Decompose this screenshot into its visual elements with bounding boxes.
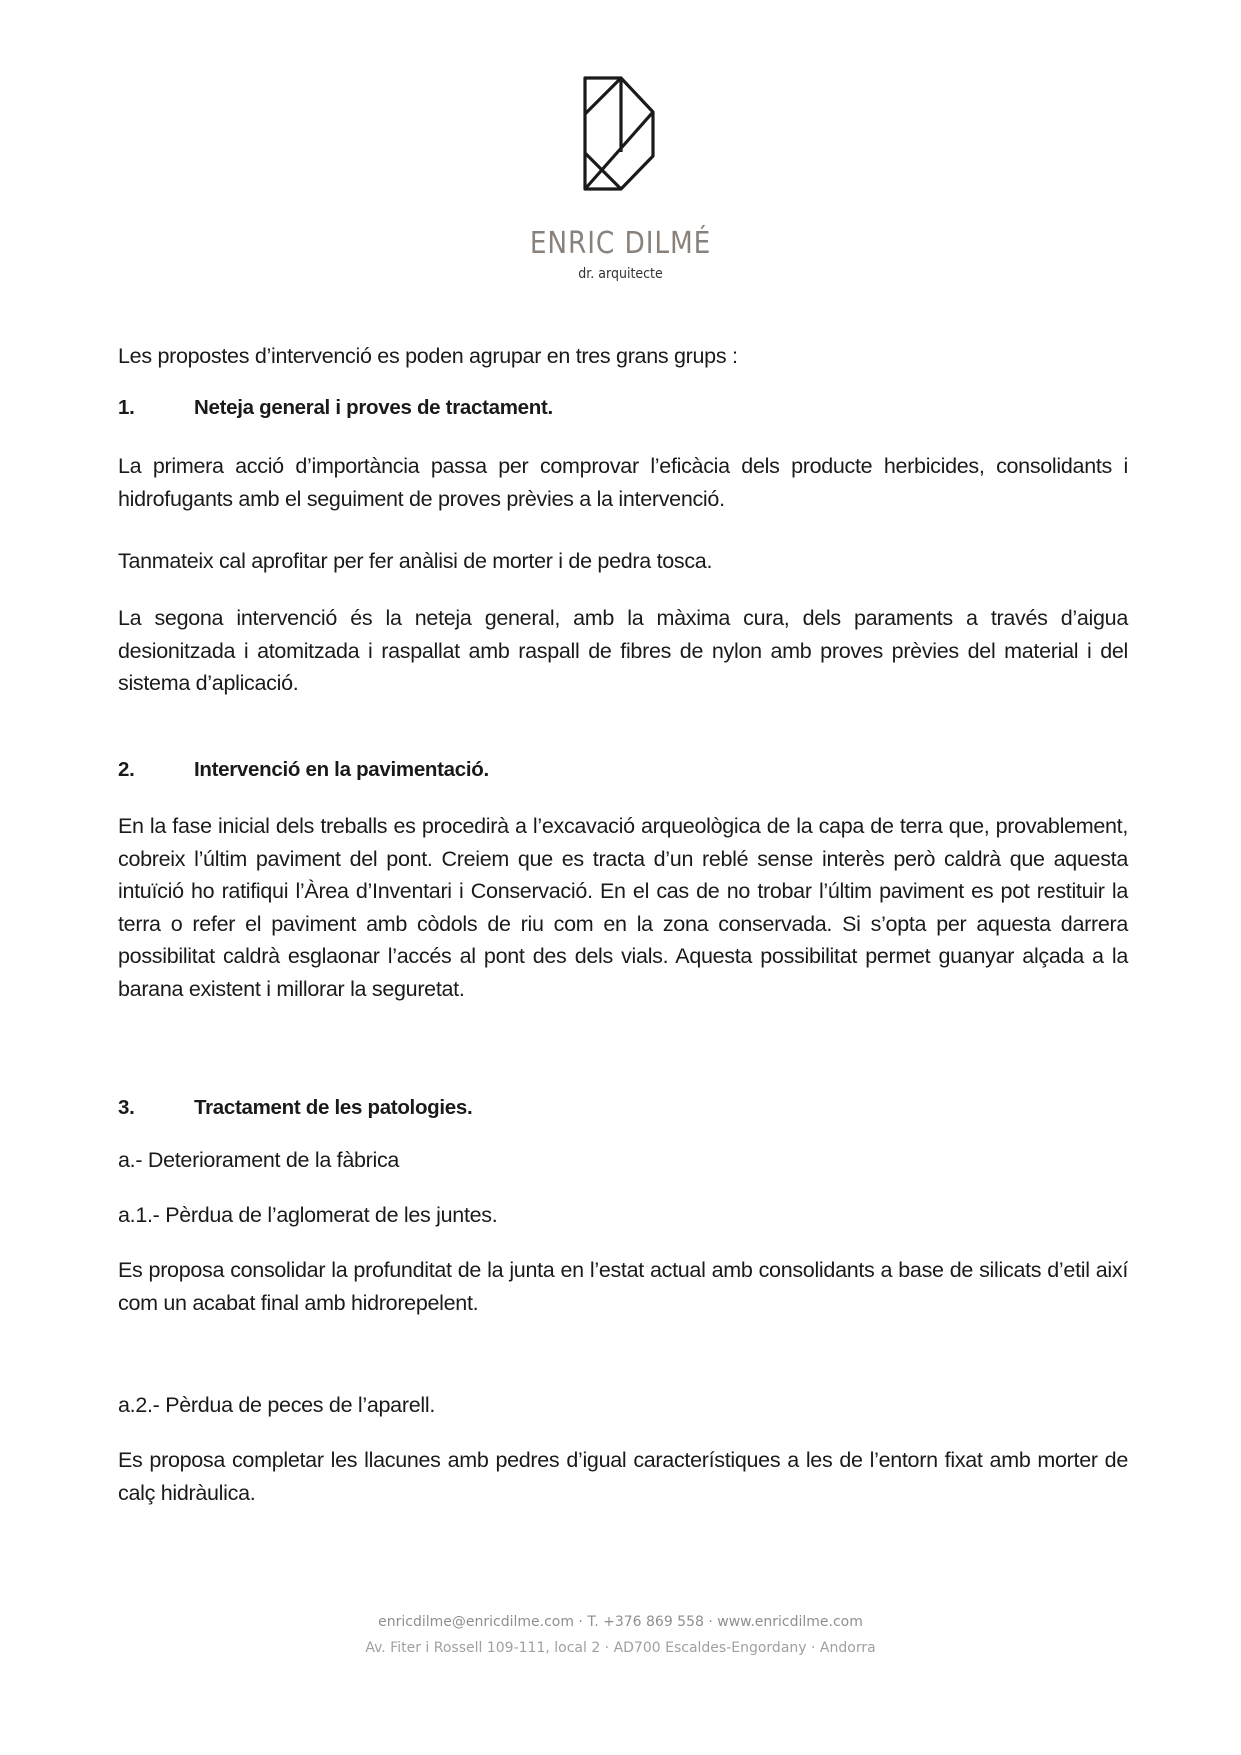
brand-subtitle: dr. arquitecte bbox=[578, 266, 663, 282]
subheading: a.2.- Pèrdua de peces de l’aparell. bbox=[118, 1393, 435, 1417]
paragraph: Es proposa completar les llacunes amb pedres d’igual característiques a les de l’entorn fixat amb morter de calç hidràulica. bbox=[118, 1448, 1128, 1505]
section-number: 3. bbox=[118, 1096, 135, 1119]
subheading: a.1.- Pèrdua de l’aglomerat de les juntes. bbox=[118, 1203, 498, 1227]
section-title: Neteja general i proves de tractament. bbox=[194, 396, 553, 419]
footer-contact: enricdilme@enricdilme.com · T. +376 869 558 · www.enricdilme.com bbox=[378, 1614, 863, 1630]
paragraph: Tanmateix cal aprofitar per fer anàlisi de morter i de pedra tosca. bbox=[118, 549, 713, 573]
paragraph: La primera acció d’importància passa per comprovar l’eficàcia dels producte herbicides, consolidants i hidrofugants amb el seguiment de proves prèvies a la intervenció. bbox=[118, 454, 1128, 511]
section-heading-3 bbox=[118, 1096, 472, 1120]
section-number: 2. bbox=[118, 758, 135, 781]
section-heading-2 bbox=[118, 758, 489, 782]
section-title: Tractament de les patologies. bbox=[194, 1096, 473, 1119]
section-heading-1 bbox=[118, 396, 553, 420]
brand-name: ENRIC DILMÉ bbox=[529, 226, 712, 261]
section-title: Intervenció en la pavimentació. bbox=[194, 758, 489, 781]
enric-dilme-logo-icon bbox=[583, 76, 655, 191]
intro-paragraph: Les propostes d’intervenció es poden agrupar en tres grans grups : bbox=[118, 344, 738, 368]
subheading: a.- Deteriorament de la fàbrica bbox=[118, 1148, 400, 1172]
paragraph: En la fase inicial dels treballs es procedirà a l’excavació arqueològica de la capa de terra que, provablement, cobreix l’últim paviment del pont. Creiem que es tracta d’un reblé sense interès però caldrà que aquesta intuïció ho ratifiqui l’Àrea d’Inventari i Conservació. En el cas de no trobar l’últim paviment es pot restituir la terra o refer el paviment amb còdols de riu com en la zona conservada. Si s’opta per aquesta darrera possibilitat caldrà esglaonar l’accés al pont des dels vials. Aquesta possibilitat permet guanyar alçada a la barana existent i millorar la seguretat. bbox=[118, 814, 1128, 1001]
paragraph: La segona intervenció és la neteja general, amb la màxima cura, dels paraments a través d’aigua desionitzada i atomitzada i raspallat amb raspall de fibres de nylon amb proves prèvies del material i del sistema d’aplicació. bbox=[118, 606, 1128, 695]
paragraph: Es proposa consolidar la profunditat de la junta en l’estat actual amb consolidants a base de silicats d’etil així com un acabat final amb hidrorepelent. bbox=[118, 1258, 1128, 1315]
section-number: 1. bbox=[118, 396, 135, 419]
footer-address: Av. Fiter i Rossell 109-111, local 2 · AD700 Escaldes-Engordany · Andorra bbox=[365, 1640, 876, 1656]
